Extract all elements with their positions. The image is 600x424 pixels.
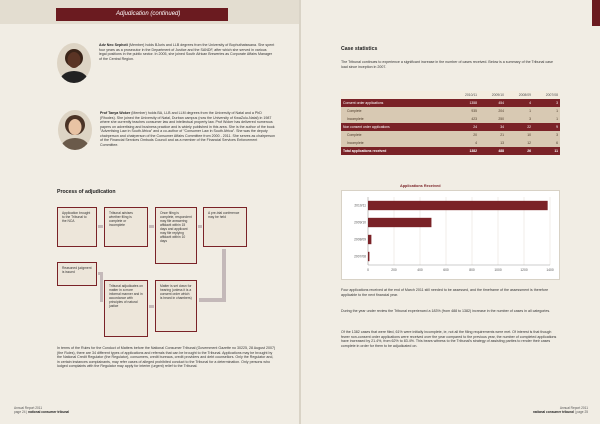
row-label: Consent order applications (341, 99, 452, 107)
flow-step-tribunal-advises: Tribunal advises whether filing is complete or incomplete (104, 207, 148, 247)
flow-step-hearing: Matter is set down for hearing (unless it is a consent order which is heard in chambers) (155, 280, 197, 332)
profile-bio-woker (100, 111, 276, 151)
y-tick-label: 2009/10 (354, 220, 366, 225)
profile-bio-sephoti (99, 43, 275, 61)
row-value: 488 (479, 147, 506, 155)
table-row (341, 139, 560, 147)
profile-text: (Member) holds BA, LLB and LLM degrees from the University of Natal and a PhD (Rhodes). She joined the University of Natal, Durban campus (now the University of KwaZulu-Natal) in 1987 where she currently teaches consumer law and intellectual property law. Prof Woker has delivered numerous papers on advertising and business practice and is widely published in this area. She is the author of the book "Advertising Law in South Africa" and a co-author of "Consumer Law in South Africa". She was the deputy chairperson and chairperson of the Consumer Affairs Committee from 2000 - 2011. She serves as chairperson of the Financial Services Ombuds Council and as a member of the Financial Services Enforcement Committee. (100, 111, 276, 147)
table-header-row (341, 91, 560, 99)
table-body (341, 99, 560, 155)
x-tick-label: 1200 (520, 268, 528, 272)
footer-page-number: page 24 | (14, 410, 28, 414)
bar (368, 235, 371, 244)
row-value: 1 (533, 115, 560, 123)
row-value: 4 (452, 139, 479, 147)
row-value: 22 (506, 123, 533, 131)
right-page-tab (592, 0, 600, 26)
x-tick-label: 1000 (494, 268, 502, 272)
row-value: 454 (479, 99, 506, 107)
row-value: 423 (452, 115, 479, 123)
row-value: 21 (479, 131, 506, 139)
portrait-icon (58, 110, 92, 150)
portrait-icon (57, 43, 91, 83)
row-label: Incomplete (341, 139, 452, 147)
row-value: 12 (506, 139, 533, 147)
process-title: Process of adjudication (57, 189, 116, 195)
row-value: 10 (506, 131, 533, 139)
x-tick-label: 200 (391, 268, 397, 272)
stats-paragraph-1: Four applications received at the end of March 2011 still needed to be assessed, and the timeframe of the assessment is therefore applicable to the next financial year. (341, 288, 549, 297)
case-stats-title: Case statistics (341, 46, 378, 52)
row-value: 6 (533, 139, 560, 147)
flow-step-pretrial: A pre-trial conference may be held (203, 207, 247, 247)
footer-publication: national consumer tribunal (532, 410, 574, 414)
x-tick-label: 0 (367, 268, 369, 272)
table-row (341, 147, 560, 155)
footer-report: Annual Report 2011 (14, 406, 43, 410)
applications-chart (341, 190, 560, 280)
profile-name: Prof Tanya Woker (100, 111, 131, 115)
y-tick-label: 2008/09 (354, 237, 366, 242)
flow-arrow (149, 305, 154, 308)
row-value: 26 (506, 147, 533, 155)
bar (368, 201, 548, 210)
row-value: 4 (506, 99, 533, 107)
table-row (341, 123, 560, 131)
row-value: 1382 (452, 147, 479, 155)
y-tick-label: 2007/08 (354, 254, 366, 259)
row-value: 3 (533, 131, 560, 139)
row-value: 204 (479, 107, 506, 115)
table-row (341, 107, 560, 115)
x-tick-label: 400 (417, 268, 423, 272)
flow-arrow (149, 225, 154, 228)
footer-page-line (533, 410, 588, 414)
bar (368, 218, 431, 227)
row-value: 9 (533, 123, 560, 131)
row-value: 1 (506, 107, 533, 115)
row-value: 24 (452, 123, 479, 131)
footer-report: Annual Report 2011 (559, 406, 588, 410)
footer-right (533, 406, 588, 414)
row-value: 1 (533, 107, 560, 115)
table-header-cell: 2007/08 (533, 91, 560, 99)
page-gutter (299, 0, 301, 424)
process-footnote: In terms of the Rules for the Conduct of Matters before the National Consumer Tribunal (Government Gazette no 30225, 28 August 2007) (the Rules), there are 34 different types of applications and referrals that can be brought to the Tribunal. Applications may be brought by the National Credit Regulator (the Regulator), consumers, credit bureaus, credit providers and debt counsellors. Only the Regulator and, in certain instances complainants, may refer cases of alleged prohibited conduct to the Tribunal for a determination. Only persons who lodged complaints with the Regulator may apply for interim (urgent) relief to the Tribunal. (57, 346, 276, 368)
footer-publication: national consumer tribunal (28, 410, 70, 414)
table-header-cell (341, 91, 452, 99)
y-tick-label: 2010/11 (354, 203, 366, 208)
flow-arrow (98, 225, 103, 228)
row-label: Non consent order applications (341, 123, 452, 131)
row-value: 3 (506, 115, 533, 123)
row-value: 13 (479, 139, 506, 147)
stats-paragraph-3: Of the 1382 cases that were filed, 61% were initially incomplete, ie, not all the filing requirements were met. Of interest is that though fewer non-consent order applications were received over the year compared to the previous year, the number of completed applications have increased by 21.4%, from 62% to 83.4%. This bears witness to the Tribunal's strategy of assisting parties to render their cases complete in order for them to be adjudicated on. (341, 330, 557, 348)
row-value: 11 (533, 147, 560, 155)
profile-photo-sephoti (57, 43, 91, 83)
table-row (341, 115, 560, 123)
footer-left (14, 406, 69, 414)
flow-step-filing-complete: Once filing is complete, respondent may file answering affidavit within 15 days and applicant may file replying affidavit within 10 days (155, 207, 197, 264)
flow-connector (100, 272, 103, 302)
flow-arrow (198, 225, 202, 228)
table-header-cell: 2010/11 (452, 91, 479, 99)
row-label: Incomplete (341, 115, 452, 123)
bar-chart-svg (342, 191, 559, 279)
row-value: 1358 (452, 99, 479, 107)
x-tick-label: 600 (443, 268, 449, 272)
row-value: 935 (452, 107, 479, 115)
x-tick-label: 800 (469, 268, 475, 272)
flow-step-judgment: Reasoned judgment is issued (57, 262, 97, 286)
row-label: Complete (341, 107, 452, 115)
bar (368, 252, 369, 261)
row-value: 20 (452, 131, 479, 139)
row-label: Complete (341, 131, 452, 139)
profile-name: Adv Neo Sephoti (99, 43, 128, 47)
table-header-cell: 2009/10 (479, 91, 506, 99)
flow-step-adjudicates: Tribunal adjudicates on matter in a more informal manner and in accordance with principles of natural justice (104, 280, 148, 337)
footer-page-number: | page 25 (574, 410, 588, 414)
table-row (341, 99, 560, 107)
profile-text: (Member) holds BJuris and LLB degrees from the University of Bophuthatswana. She spent four years as a prosecutor in the Department of Justice and the SANDF, after which she served in various legal positions in the public sector. In 2005, she joined South African Breweries as Corporate Affairs Manager of the Central Region. (99, 43, 275, 61)
row-value: 250 (479, 115, 506, 123)
profile-photo-woker (58, 110, 92, 150)
table-row (341, 131, 560, 139)
table-header-cell: 2008/09 (506, 91, 533, 99)
case-stats-table (341, 91, 560, 155)
flow-step-application: Application brought to the Tribunal to the NCA (57, 207, 97, 247)
flow-connector (222, 249, 226, 301)
section-header (56, 8, 228, 21)
section-header-title: Adjudication (continued) (116, 11, 181, 17)
stats-paragraph-2: During the year under review the Tribunal experienced a 183% (from 488 to 1382) increase in the number of cases in all categories. (341, 309, 551, 313)
chart-title: Applications Received (400, 184, 441, 188)
flow-connector (199, 298, 226, 302)
row-value: 3 (533, 99, 560, 107)
case-stats-intro: The Tribunal continues to experience a significant increase in the number of cases received. Below is a summary of the Tribunal case load since inception in 2007. (341, 60, 553, 69)
x-tick-label: 1400 (546, 268, 554, 272)
row-label: Total applications received (341, 147, 452, 155)
row-value: 34 (479, 123, 506, 131)
footer-page-line (14, 410, 69, 414)
